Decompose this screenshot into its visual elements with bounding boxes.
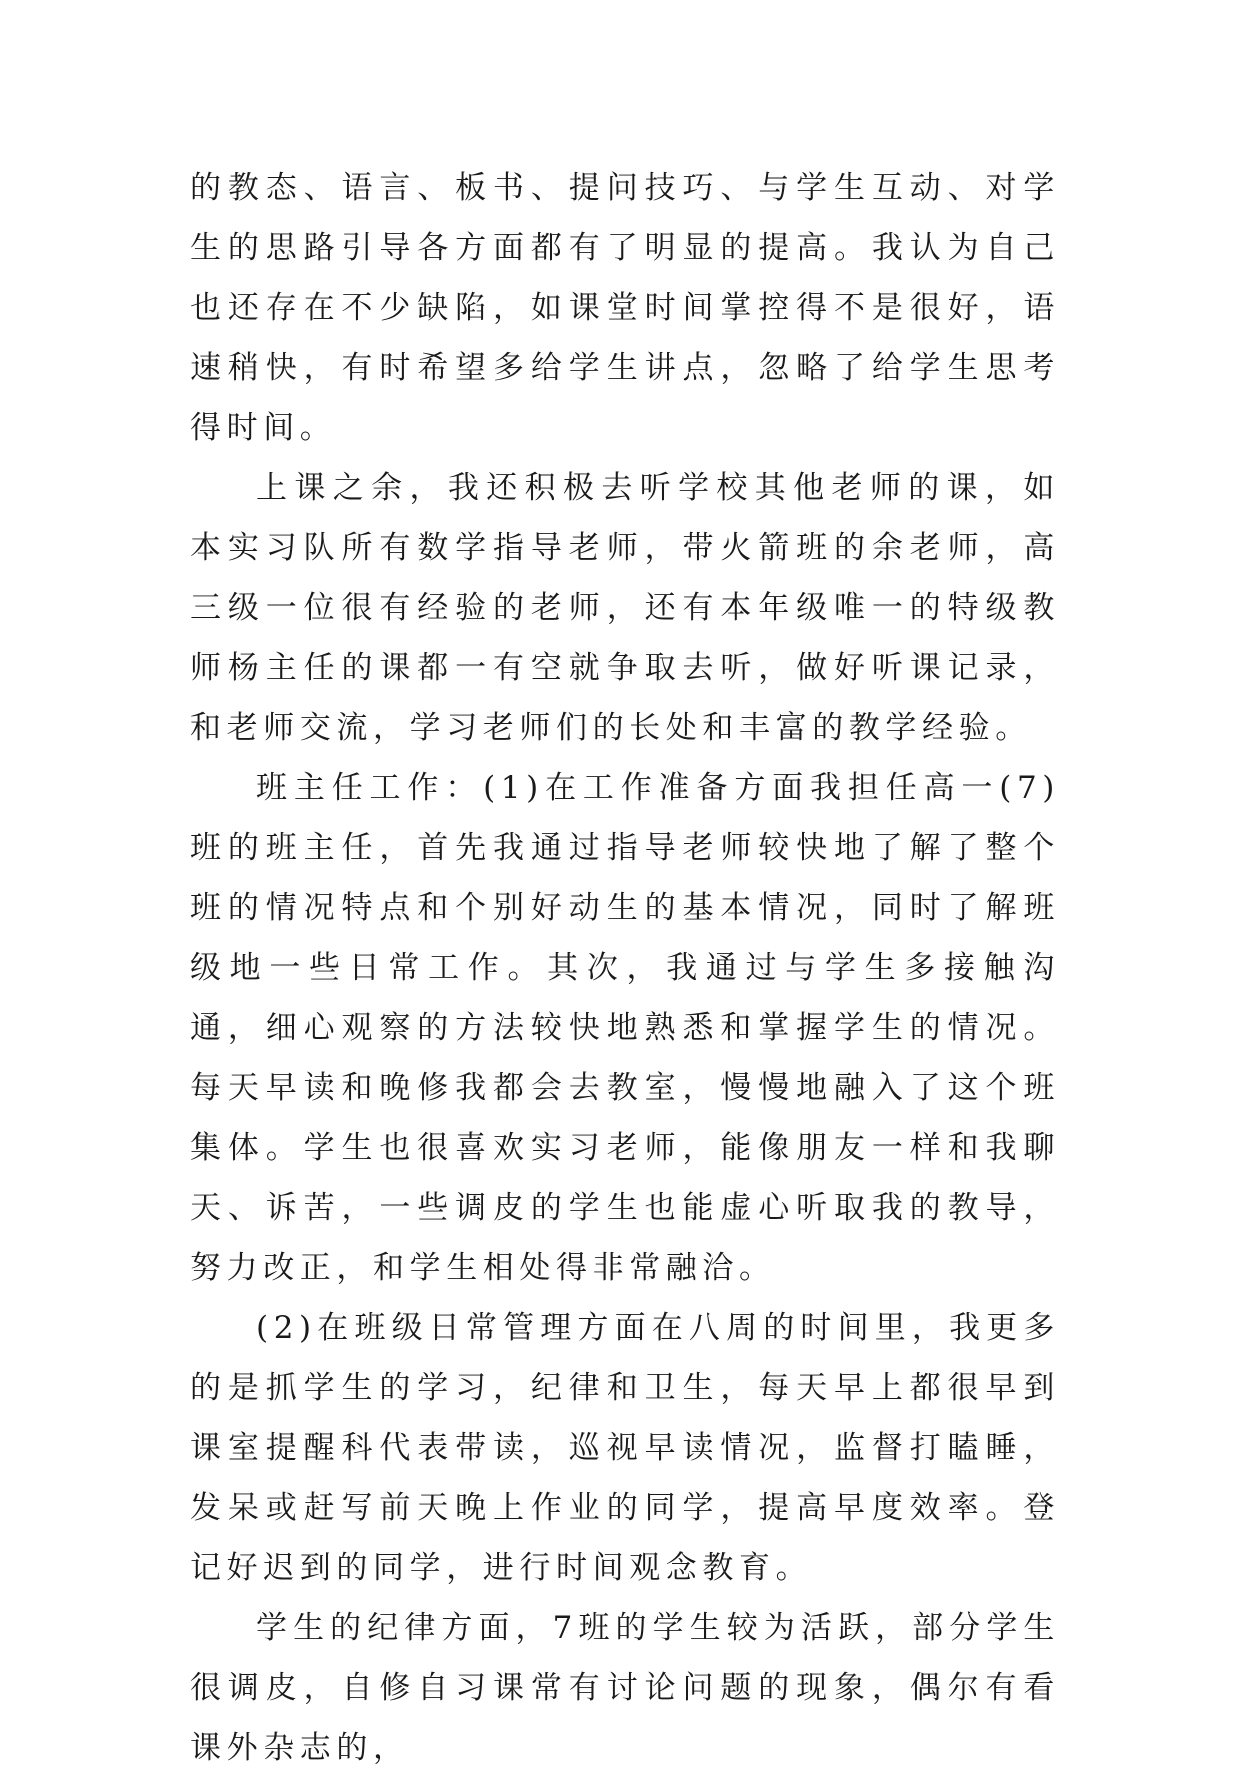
paragraph-daily-management: (2)在班级日常管理方面在八周的时间里，我更多的是抓学生的学习，纪律和卫生，每天早上都很早到课室提醒科代表带读，巡视早读情况，监督打瞌睡，发呆或赶写前天晚上作业的同学，提高早度效率。登记好迟到的同学，进行时间观念教育。 — [190, 1310, 1060, 1586]
paragraph-observing-classes: 上课之余，我还积极去听学校其他老师的课，如本实习队所有数学指导老师，带火箭班的余老师，高三级一位很有经验的老师，还有本年级唯一的特级教师杨主任的课都一有空就争取去听，做好听课记录，和老师交流，学习老师们的长处和丰富的教学经验。 — [190, 470, 1060, 746]
paragraph-homeroom-preparation: 班主任工作：(1)在工作准备方面我担任高一(7)班的班主任，首先我通过指导老师较快地了解了整个班的情况特点和个别好动生的基本情况，同时了解班级地一些日常工作。其次，我通过与学生多接触沟通，细心观察的方法较快地熟悉和掌握学生的情况。每天早读和晚修我都会去教室，慢慢地融入了这个班集体。学生也很喜欢实习老师，能像朋友一样和我聊天、诉苦，一些调皮的学生也能虚心听取我的教导，努力改正，和学生相处得非常融洽。 — [190, 770, 1060, 1286]
paragraph-teaching-review: 的教态、语言、板书、提问技巧、与学生互动、对学生的思路引导各方面都有了明显的提高。我认为自己也还存在不少缺陷，如课堂时间掌控得不是很好，语速稍快，有时希望多给学生讲点，忽略了给学生思考得时间。 — [190, 170, 1060, 446]
paragraph-student-discipline: 学生的纪律方面，7班的学生较为活跃，部分学生很调皮，自修自习课常有讨论问题的现象，偶尔有看课外杂志的， — [190, 1610, 1060, 1766]
document-body — [190, 158, 1060, 1778]
